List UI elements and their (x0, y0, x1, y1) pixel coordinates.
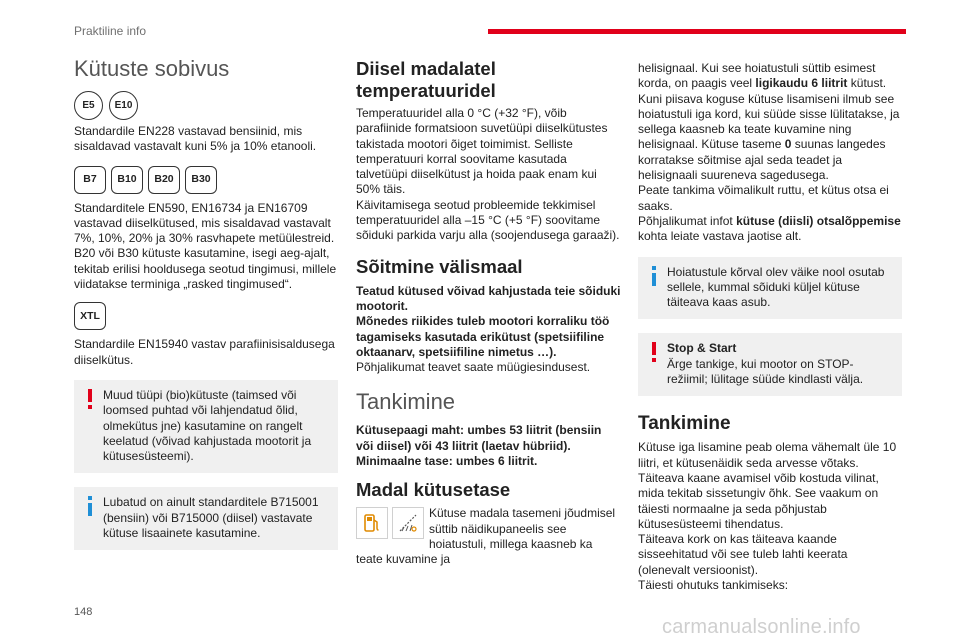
exclamation-icon (83, 388, 97, 410)
abroad-bold-p1: Teatud kütused võivad kahjustada teie sõiduki mootorit. (356, 283, 621, 313)
diesel-badges (74, 166, 338, 194)
diesel-description: Standarditele EN590, EN16734 ja EN16709 vastavad diiselkütused, mis sisaldavad vastavalt 7%, 10%, 20% ja 30% rasvhapete metüülestreid. B20 või B30 kütuste kasutamine, isegi aeg-ajalt, tekitab erilisi hooldusega seotud tingimusi, millele viidatakse terminiga „rasked tingimused“. (74, 200, 337, 292)
tank-capacity: Kütusepaagi maht: umbes 53 liitrit (bensiin või diisel) või 43 liitrit (laetav hübriid). (356, 423, 602, 453)
warning-stop-start-title: Stop & Start (667, 341, 737, 356)
b30-badge: B30 (185, 166, 217, 194)
warning-biofuels-text: Muud tüüpi (bio)kütuste (taimsed või loomsed puhtad või lahjendatud õlid, olmekütus jne) kasutamine on rangelt keelatud (võivad kahjustada mootorit ja kütusesüsteemi). (103, 387, 312, 464)
xtl-description: Standardile EN15940 vastav parafiinisisaldusega diiselkütus. (74, 337, 335, 367)
info-additives-text: Lubatud on ainult standarditele B715001 (bensiin) või B715000 (diisel) vastavate kütuse lisaainete kasutamine. (103, 495, 319, 541)
warning-stop-start-text: Ärge tankige, kui mootor on STOP-režiimil; lülitage süüde kindlasti välja. (667, 356, 864, 387)
section-title-low-fuel: Madal kütusetase (356, 479, 511, 501)
column-right (638, 61, 902, 593)
section-title-fuel-compatibility: Kütuste sobivus (74, 56, 230, 81)
section-title-diesel-low-temp: Diisel madalatel temperatuuridel (356, 58, 496, 101)
column-left (74, 56, 338, 550)
b20-badge: B20 (148, 166, 180, 194)
low-fuel-continued-p3: Peate tankima võimalikult ruttu, et kütus otsa ei saaks. (638, 183, 889, 213)
section-title-refuelling-2: Tankimine (638, 413, 731, 435)
section-title-refuelling: Tankimine (356, 389, 456, 415)
refuelling-p2: Täiteava kaane avamisel võib kostuda vilinat, mida tekitab sissetungiv õhk. See vaakum on täiesti normaalne ja seda põhjustab kütusesüsteemi tihendatus. (638, 470, 879, 531)
refuelling-p3: Täiteava kork on kas täiteava kaande sisseehitatud või see tuleb lahti keerata (olenevalt versioonist). (638, 532, 848, 577)
exclamation-icon (647, 341, 661, 363)
fuel-gauge-icon (392, 507, 424, 539)
abroad-bold-p2: Mõnedes riikides tuleb mootori korraliku töö tagamiseks kasutada erikütust (spetsiifiline oktaanarv, spetsiifiline nimetus …). (356, 314, 610, 359)
info-icon (83, 495, 97, 517)
fuel-pump-warning-icon (356, 507, 388, 539)
column-middle (356, 56, 621, 568)
refuelling-p1: Kütuse iga lisamine peab olema vähemalt üle 10 liitri, et kütusenäidik seda arvesse võtaks. (638, 440, 897, 470)
minimum-level: Minimaalne tase: umbes 6 liitrit. (356, 454, 538, 469)
page-number: 148 (74, 606, 93, 618)
e10-badge: E10 (109, 91, 138, 120)
xtl-badge: XTL (74, 302, 106, 330)
low-fuel-block (356, 506, 621, 567)
petrol-badges (74, 91, 338, 120)
warning-box-stop-start (638, 333, 902, 396)
info-icon (647, 265, 661, 287)
petrol-description: Standardile EN228 vastavad bensiinid, mis sisaldavad vastavalt kuni 5% ja 10% etanooli. (74, 124, 317, 154)
low-fuel-continued-p2: Kuni piisava koguse kütuse lisamiseni ilmub see hoiatustuli iga kord, kui süüde sisse lülitatakse, ja sellega kaasneb ka teate kuvamine ning helisignaal. Kütuse taseme 0 suunas langedes korratakse sõitmise ajal seda teadet ja helisignaali suureneva sagedusega. (638, 91, 900, 183)
info-box-arrow (638, 257, 902, 320)
warning-box-biofuels (74, 380, 338, 473)
diesel-low-temp-p1: Temperatuuridel alla 0 °C (+32 °F), võib parafiinide formatsioon suvetüüpi diiselkütustes takistada mootori õiget toimimist. Selliste temperatuuri korral soovitame kasutada talvetüüpi diiselkütust ja hoida paak enam kui 50% täis. (356, 106, 608, 197)
diesel-low-temp-p2: Käivitamisega seotud probleemide tekkimisel temperatuuridel alla –15 °C (+5 °F) soovitame sõiduki parkida varju alla (soojendusega garaaži). (356, 197, 620, 243)
abroad-p3: Põhjalikumat teavet saate müügiesindusest. (356, 360, 591, 375)
low-fuel-text: Kütuse madala tasemeni jõudmisel süttib näidikupaneelis see hoiatustuli, millega kaasneb ka teate kuvamine ja (356, 506, 616, 567)
low-fuel-continued-p4: Põhjalikumat infot kütuse (diisli) otsalõppemise kohta leiate vastava jaotise alt. (638, 213, 901, 244)
low-fuel-continued-p1: helisignaal. Kui see hoiatustuli süttib esimest korda, on paagis veel ligikaudu 6 liitrit kütust. (638, 61, 887, 91)
xtl-badges (74, 302, 338, 330)
info-box-additives (74, 487, 338, 550)
e5-badge: E5 (74, 91, 103, 120)
b7-badge: B7 (74, 166, 106, 194)
running-header: Praktiline info (74, 24, 147, 38)
header-accent-bar (488, 29, 906, 34)
refuelling-p4: Täiesti ohutuks tankimiseks: (638, 578, 789, 593)
low-fuel-icons (356, 507, 424, 539)
info-arrow-text: Hoiatustule kõrval olev väike nool osutab sellele, kummal sõiduki küljel kütuse täiteava kaas asub. (667, 264, 885, 310)
watermark: carmanualsonline.info (662, 616, 861, 638)
section-title-driving-abroad: Sõitmine välismaal (356, 255, 523, 277)
b10-badge: B10 (111, 166, 143, 194)
